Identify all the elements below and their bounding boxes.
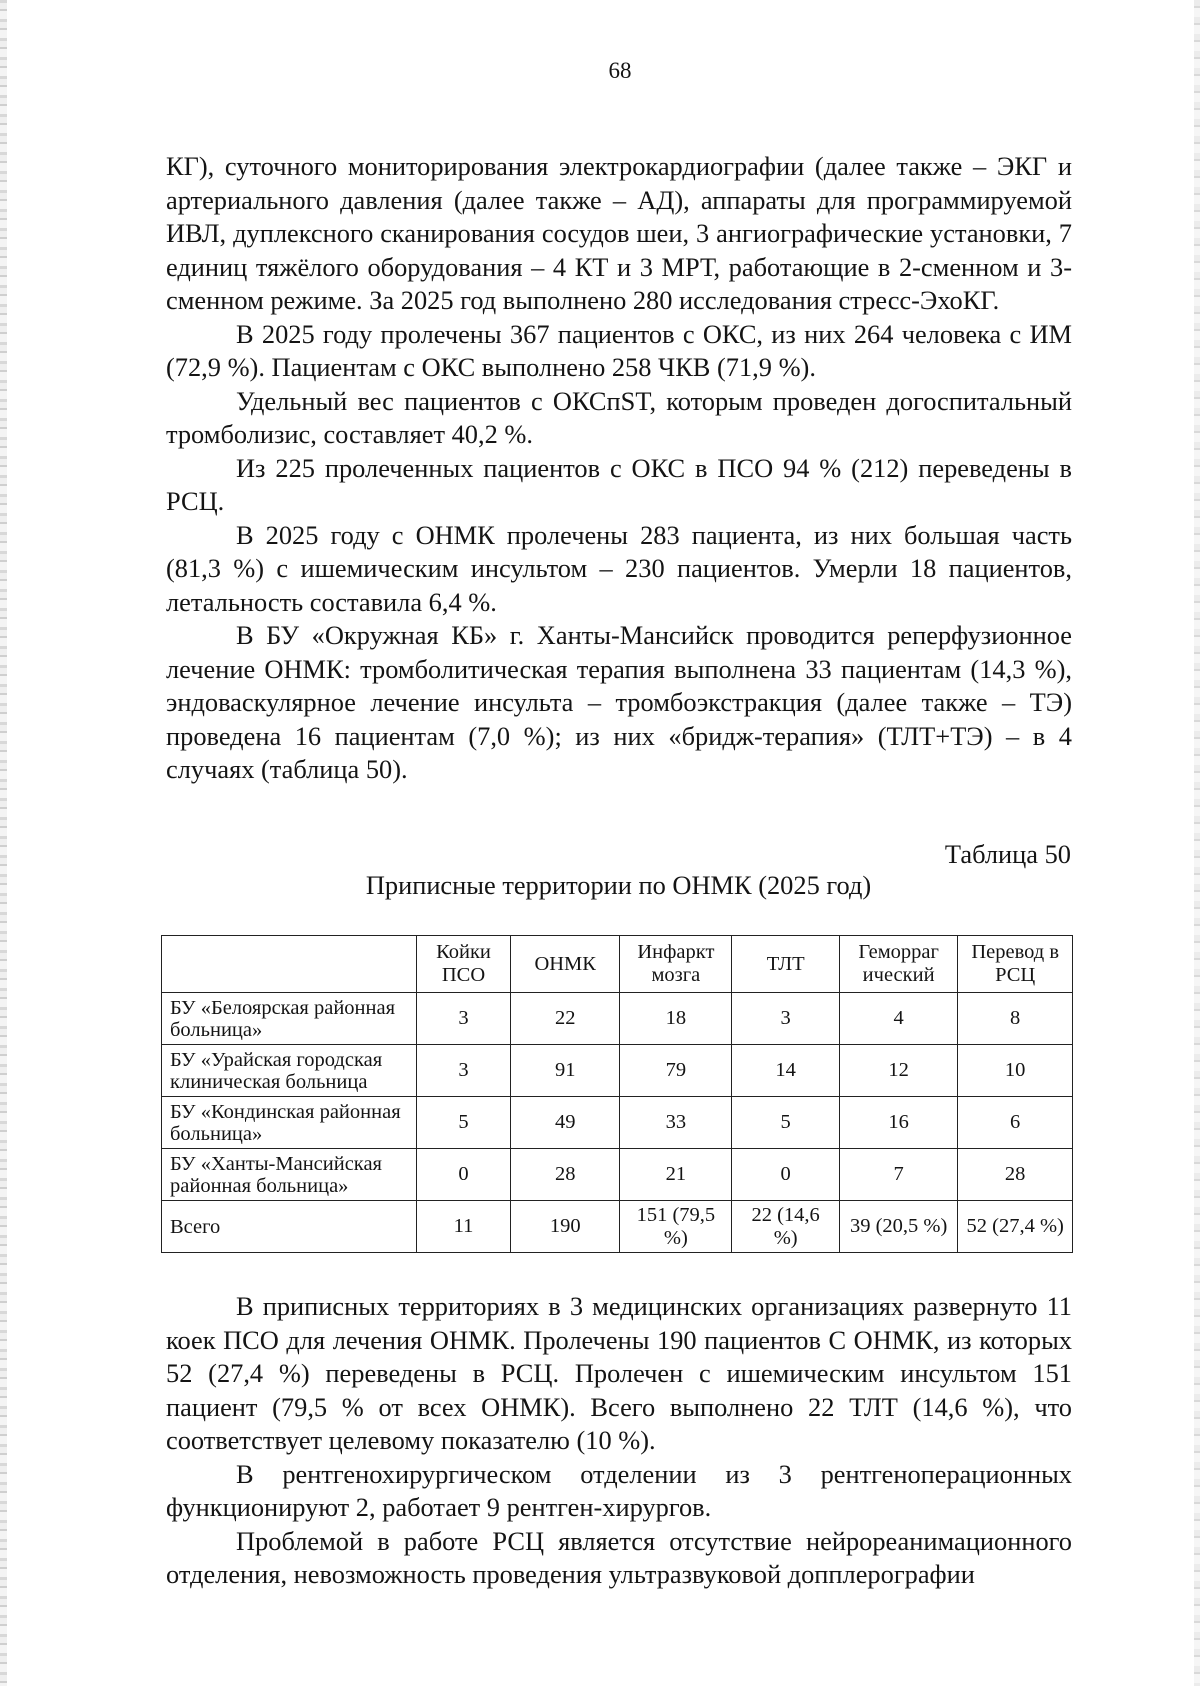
- cell-onmk: 49: [511, 1097, 620, 1149]
- cell-tlt: 3: [732, 993, 839, 1045]
- table-row: [162, 1097, 1073, 1149]
- table-number-label: Таблица 50: [944, 839, 1071, 869]
- scan-edge-right: [1194, 0, 1200, 1686]
- header-name: [162, 936, 417, 993]
- cell-hemorrhagic: 7: [839, 1149, 957, 1201]
- table-total-row: [162, 1201, 1073, 1253]
- cell-infarct: 21: [620, 1149, 732, 1201]
- row-name: БУ «Урайская городская клиническая больница: [162, 1045, 417, 1097]
- header-hemorrhagic: Геморраг ический: [839, 936, 957, 993]
- header-transfer: Перевод в РСЦ: [958, 936, 1073, 993]
- cell-tlt: 0: [732, 1149, 839, 1201]
- cell-transfer: 6: [958, 1097, 1073, 1149]
- paragraph-reperfusion: В БУ «Окружная КБ» г. Ханты-Мансийск проводится реперфузионное лечение ОНМК: тромболитическая терапия выполнена 33 пациентам (14,3 %), эндоваскулярное лечение инсульта – тромбоэкстракция (далее также – ТЭ) проведена 16 пациентам (7,0 %); из них «бридж-терапия» (ТЛТ+ТЭ) – в 4 случаях (таблица 50).: [166, 620, 1072, 784]
- cell-beds: 3: [416, 993, 510, 1045]
- cell-tlt: 14: [732, 1045, 839, 1097]
- bottom-text-block: [166, 1290, 1072, 1592]
- cell-onmk: 28: [511, 1149, 620, 1201]
- cell-hemorrhagic: 39 (20,5 %): [839, 1201, 957, 1253]
- table-row: [162, 993, 1073, 1045]
- row-name: БУ «Ханты-Мансийская районная больница»: [162, 1149, 417, 1201]
- cell-hemorrhagic: 12: [839, 1045, 957, 1097]
- paragraph-oks: В 2025 году пролечены 367 пациентов с ОКС, из них 264 человека с ИМ (72,9 %). Пациентам с ОКС выполнено 258 ЧКВ (71,9 %).: [166, 318, 1072, 382]
- header-onmk: ОНМК: [511, 936, 620, 993]
- cell-beds: 5: [416, 1097, 510, 1149]
- cell-beds: 3: [416, 1045, 510, 1097]
- cell-beds: 0: [416, 1149, 510, 1201]
- paragraph-equipment: КГ), суточного мониторирования электрокардиографии (далее также – ЭКГ и артериального давления (далее также – АД), аппараты для программируемой ИВЛ, дуплексного сканирования сосудов шеи, 3 ангиографические установки, 7 единиц тяжёлого оборудования – 4 КТ и 3 МРТ, работающие в 2-сменном и 3-сменном режиме. За 2025 год выполнено 280 исследования стресс-ЭхоКГ.: [166, 151, 1072, 315]
- header-infarct: Инфаркт мозга: [620, 936, 732, 993]
- cell-onmk: 22: [511, 993, 620, 1045]
- cell-beds: 11: [416, 1201, 510, 1253]
- cell-transfer: 52 (27,4 %): [958, 1201, 1073, 1253]
- paragraph-onmk: В 2025 году с ОНМК пролечены 283 пациента, из них большая часть (81,3 %) с ишемическим инсультом – 230 пациентов. Умерли 18 пациентов, летальность составила 6,4 %.: [166, 519, 1072, 617]
- cell-transfer: 28: [958, 1149, 1073, 1201]
- table-row: [162, 1045, 1073, 1097]
- table-row: [162, 1149, 1073, 1201]
- top-text-block: [166, 150, 1072, 787]
- paragraph-problems: Проблемой в работе РСЦ является отсутствие нейрореанимационного отделения, невозможность проведения ультразвуковой допплерографии: [166, 1525, 1072, 1589]
- cell-infarct: 151 (79,5 %): [620, 1201, 732, 1253]
- cell-onmk: 91: [511, 1045, 620, 1097]
- cell-transfer: 10: [958, 1045, 1073, 1097]
- row-name: Всего: [162, 1201, 417, 1253]
- paragraph-thrombolysis: Удельный вес пациентов с ОКСпST, которым проведен догоспитальный тромболизис, составляет 40,2 %.: [166, 385, 1072, 449]
- cell-hemorrhagic: 4: [839, 993, 957, 1045]
- paragraph-territories: В приписных территориях в 3 медицинских организациях развернуто 11 коек ПСО для лечения ОНМК. Пролечены 190 пациентов С ОНМК, из которых 52 (27,4 %) переведены в РСЦ. Пролечен с ишемическим инсультом 151 пациент (79,5 % от всех ОНМК). Всего выполнено 22 ТЛТ (14,6 %), что соответствует целевому показателю (10 %).: [166, 1291, 1072, 1455]
- row-name: БУ «Белоярская районная больница»: [162, 993, 417, 1045]
- row-name: БУ «Кондинская районная больница»: [162, 1097, 417, 1149]
- header-tlt: ТЛТ: [732, 936, 839, 993]
- cell-infarct: 79: [620, 1045, 732, 1097]
- table-header-row: [162, 936, 1073, 993]
- cell-onmk: 190: [511, 1201, 620, 1253]
- cell-tlt: 22 (14,6 %): [732, 1201, 839, 1253]
- paragraph-xray-surgery: В рентгенохирургическом отделении из 3 рентгеноперационных функционируют 2, работает 9 рентген-хирургов.: [166, 1458, 1072, 1522]
- onmk-territories-table: [161, 935, 1073, 1253]
- cell-infarct: 33: [620, 1097, 732, 1149]
- cell-hemorrhagic: 16: [839, 1097, 957, 1149]
- cell-transfer: 8: [958, 993, 1073, 1045]
- page-number: 68: [608, 58, 632, 83]
- table-title: Приписные территории по ОНМК (2025 год): [365, 870, 872, 900]
- scan-edge-left: [0, 0, 7, 1686]
- header-beds: Койки ПСО: [416, 936, 510, 993]
- cell-tlt: 5: [732, 1097, 839, 1149]
- paragraph-pso-transfer: Из 225 пролеченных пациентов с ОКС в ПСО 94 % (212) переведены в РСЦ.: [166, 452, 1072, 516]
- cell-infarct: 18: [620, 993, 732, 1045]
